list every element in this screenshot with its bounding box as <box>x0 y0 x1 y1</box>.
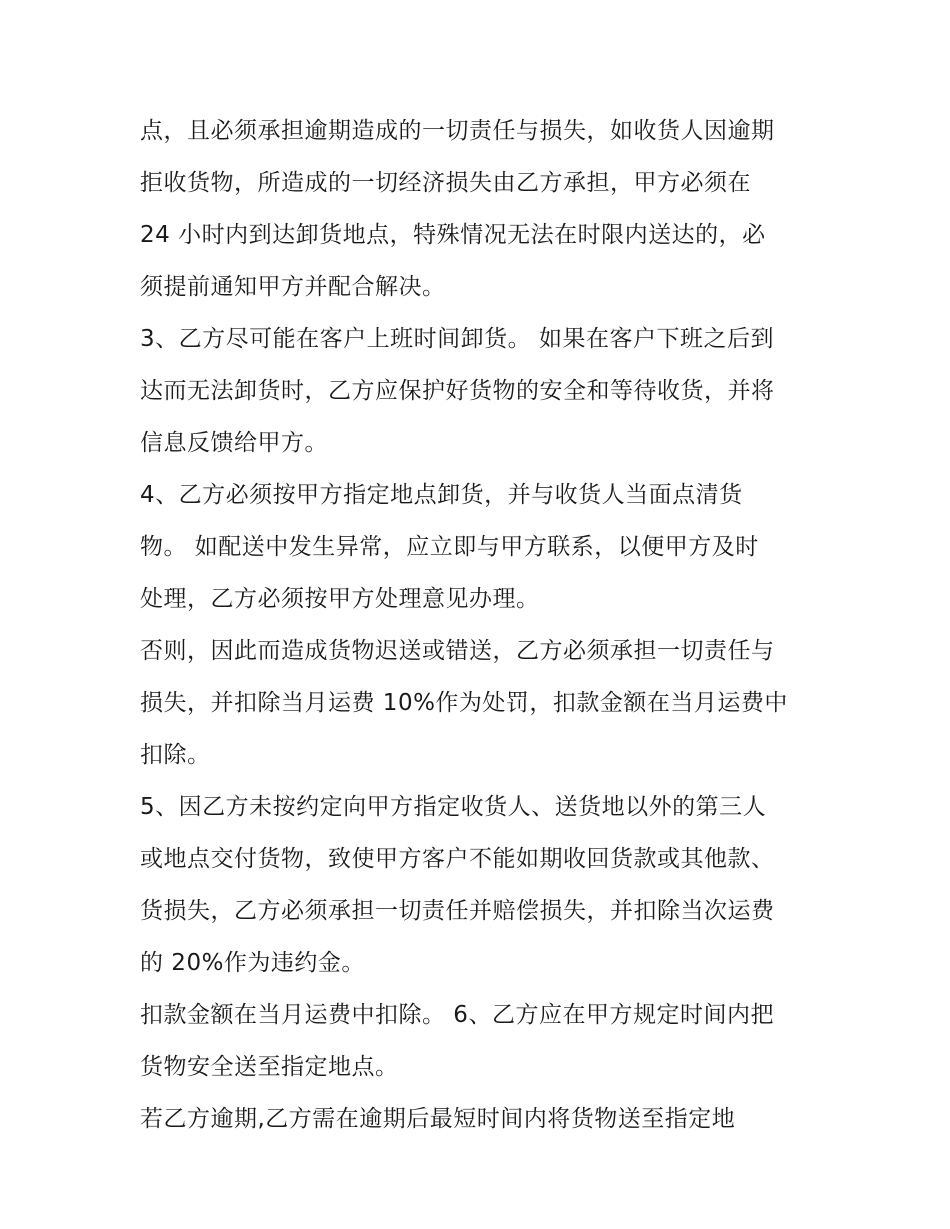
text-line: 4、乙方必须按甲方指定地点卸货，并与收货人当面点清货 <box>140 482 743 508</box>
text-line: 物。 如配送中发生异常，应立即与甲方联系，以便甲方及时 <box>140 534 759 560</box>
text-line: 否则，因此而造成货物迟送或错送，乙方必须承担一切责任与 <box>140 638 775 664</box>
text-line: 信息反馈给甲方。 <box>140 430 328 456</box>
text-line: 扣除。 <box>140 742 211 768</box>
text-line: 或地点交付货物，致使甲方客户不能如期收回货款或其他款、 <box>140 846 775 872</box>
text-line: 24 小时内到达卸货地点，特殊情况无法在时限内送达的，必 <box>140 222 766 248</box>
text-line: 损失，并扣除当月运费 10%作为处罚，扣款金额在当月运费中 <box>140 690 788 716</box>
text-line: 5、因乙方未按约定向甲方指定收货人、送货地以外的第三人 <box>140 794 767 820</box>
text-line: 处理，乙方必须按甲方处理意见办理。 <box>140 586 540 612</box>
text-line: 扣款金额在当月运费中扣除。 6、乙方应在甲方规定时间内把 <box>140 1002 774 1028</box>
text-line: 货物安全送至指定地点。 <box>140 1054 399 1080</box>
text-line: 若乙方逾期,乙方需在逾期后最短时间内将货物送至指定地 <box>140 1106 736 1132</box>
text-line: 拒收货物，所造成的一切经济损失由乙方承担，甲方必须在 <box>140 170 751 196</box>
text-line: 的 20%作为违约金。 <box>140 950 365 976</box>
text-line: 须提前通知甲方并配合解决。 <box>140 274 446 300</box>
text-line: 点，且必须承担逾期造成的一切责任与损失，如收货人因逾期 <box>140 118 775 144</box>
text-line: 达而无法卸货时，乙方应保护好货物的安全和等待收货，并将 <box>140 378 775 404</box>
document-body <box>140 105 820 1145</box>
text-line: 货损失，乙方必须承担一切责任并赔偿损失，并扣除当次运费 <box>140 898 775 924</box>
text-line: 3、乙方尽可能在客户上班时间卸货。 如果在客户下班之后到 <box>140 326 774 352</box>
